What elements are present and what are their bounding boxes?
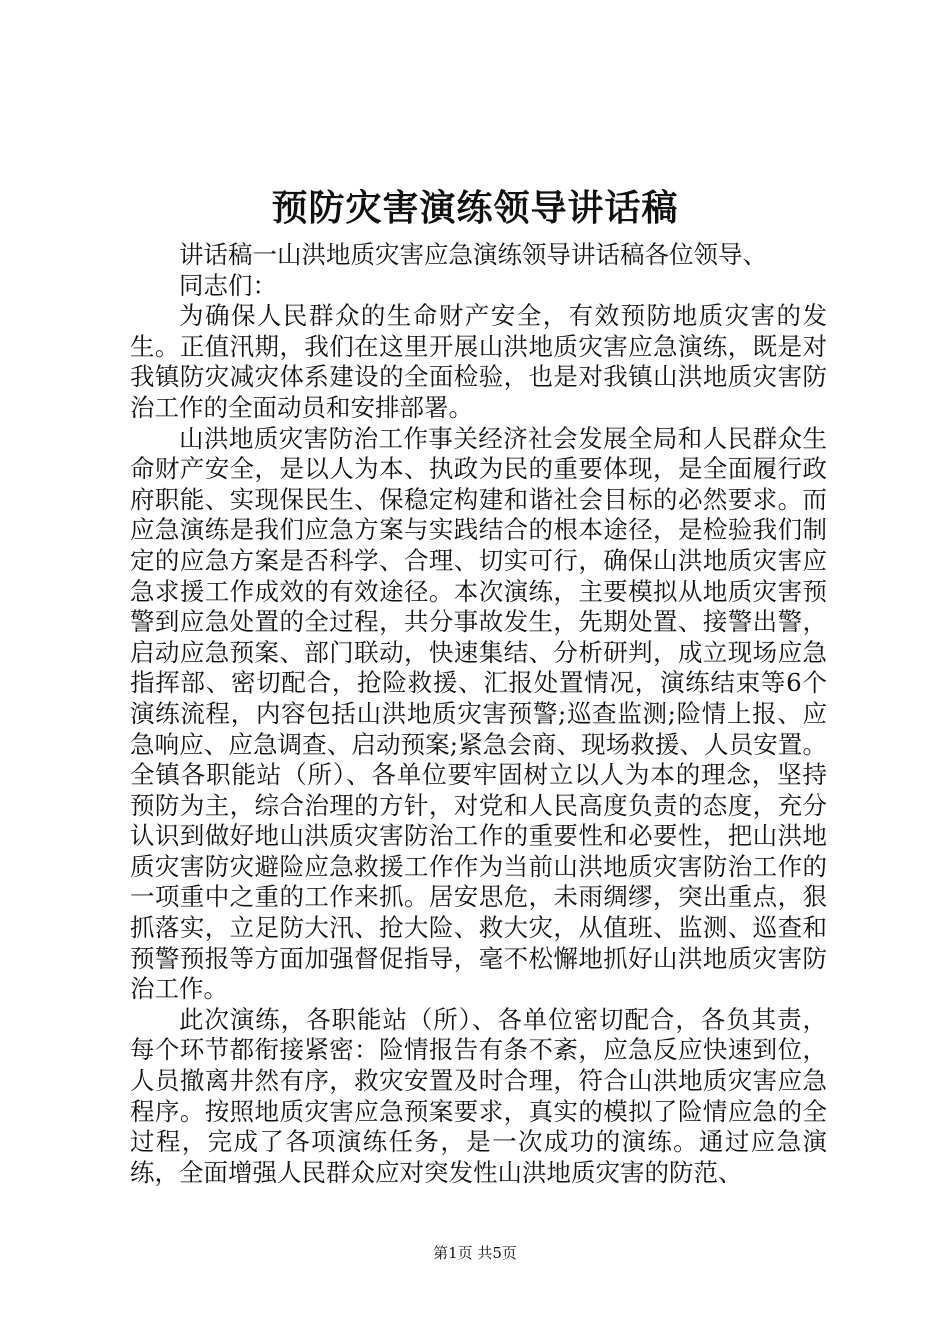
paragraph-evaluation: 此次演练，各职能站（所）、各单位密切配合，各负其责，每个环节都衔接紧密：险情报告有条不紊，应急反应快速到位，人员撤离井然有序，救灾安置及时合理，符合山洪地质灾害应急程序。按照地质灾害应急预案要求，真实的模拟了险情应急的全过程，完成了各项演练任务，是一次成功的演练。通过应急演练，全面增强人民群众应对突发性山洪地质灾害的防范、 bbox=[130, 1004, 827, 1187]
paragraph-salutation: 同志们： bbox=[179, 270, 277, 300]
paragraph-intro: 讲话稿一山洪地质灾害应急演练领导讲话稿各位领导、 bbox=[179, 240, 767, 269]
document-body bbox=[130, 240, 827, 1188]
paragraph-importance: 山洪地质灾害防治工作事关经济社会发展全局和人民群众生命财产安全，是以人为本、执政为民的重要体现，是全面履行政府职能、实现保民生、保稳定构建和谐社会目标的必然要求。而应急演练是我们应急方案与实践结合的根本途径，是检验我们制定的应急方案是否科学、合理、切实可行，确保山洪地质灾害应急求援工作成效的有效途径。本次演练，主要模拟从地质灾害预警到应急处置的全过程，共分事故发生，先期处置、接警出警，启动应急预案、部门联动，快速集结、分析研判，成立现场应急指挥部、密切配合，抢险救援、汇报处置情况，演练结束等6个演练流程，内容包括山洪地质灾害预警;巡查监测;险情上报、应急响应、应急调查、启动预案;紧急会商、现场救援、人员安置。全镇各职能站（所）、各单位要牢固树立以人为本的理念，坚持预防为主，综合治理的方针，对党和人民高度负责的态度，充分认识到做好地山洪质灾害防治工作的重要性和必要性，把山洪地质灾害防灾避险应急救援工作作为当前山洪地质灾害防治工作的一项重中之重的工作来抓。居安思危，未雨绸缪，突出重点，狠抓落实，立足防大汛、抢大险、救大灾，从值班、监测、巡查和预警预报等方面加强督促指导，毫不松懈地抓好山洪地质灾害防治工作。 bbox=[130, 423, 827, 1004]
document-title: 预防灾害演练领导讲话稿 bbox=[271, 187, 679, 229]
page-number: 第1页 共5页 bbox=[433, 1244, 517, 1262]
paragraph-purpose: 为确保人民群众的生命财产安全，有效预防地质灾害的发生。正值汛期，我们在这里开展山洪地质灾害应急演练，既是对我镇防灾减灾体系建设的全面检验，也是对我镇山洪地质灾害防治工作的全面动员和安排部署。 bbox=[130, 301, 827, 422]
